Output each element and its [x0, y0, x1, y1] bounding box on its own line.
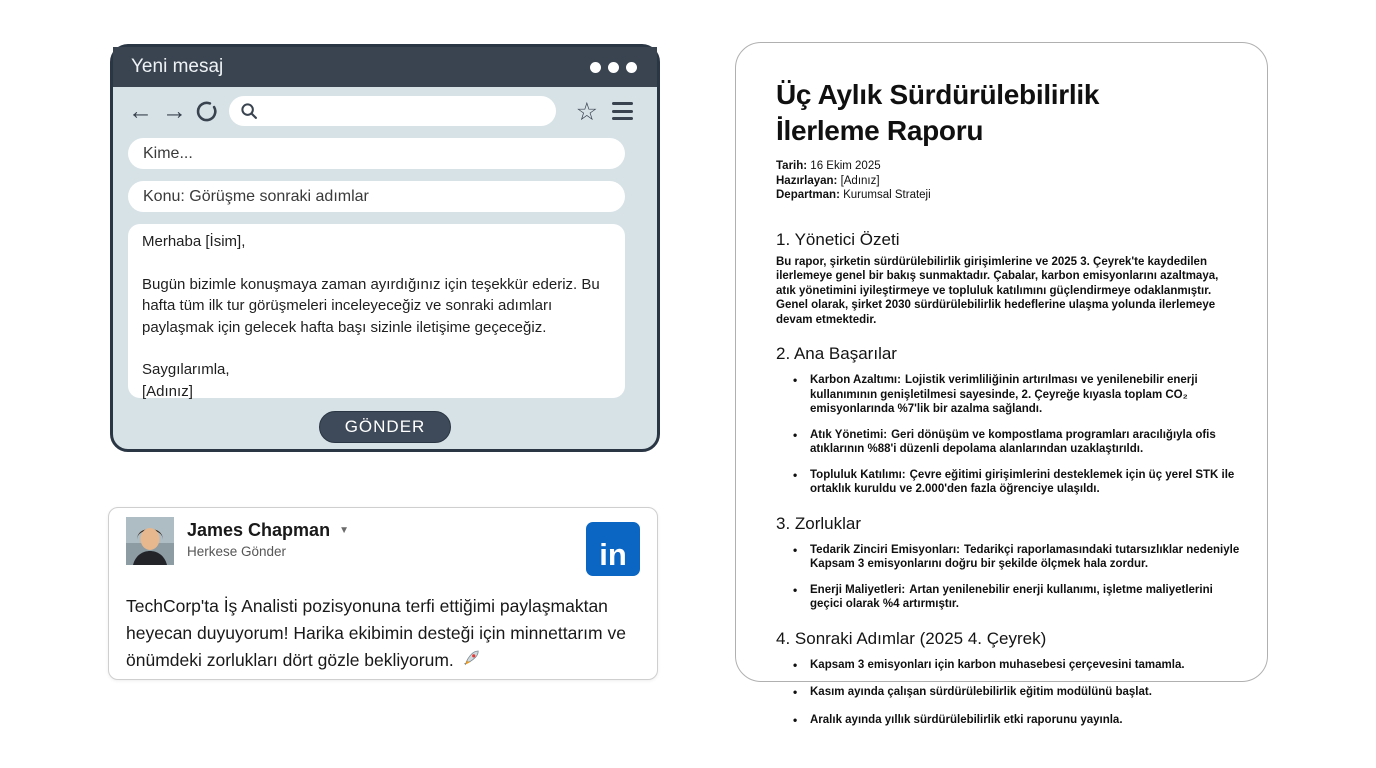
email-compose-window: [110, 44, 660, 452]
section-heading-executive-summary: 1. Yönetici Özeti: [776, 229, 900, 249]
meta-value: Kurumsal Strateji: [843, 189, 931, 201]
report-meta: [776, 159, 1229, 203]
bullet-text: Artan yenilenebilir enerji kullanımı, işletme maliyetlerini geçici olarak %4 artırmıştır.: [810, 583, 1213, 610]
window-controls[interactable]: [590, 62, 637, 73]
subject-field[interactable]: [128, 181, 625, 212]
list-item: [776, 713, 1242, 728]
email-paragraph: Bugün bizimle konuşmaya zaman ayırdığınız için teşekkür ederiz. Bu hafta tüm ilk tur görüşmeleri inceleyeceğiz ve sonraki adımları paylaşmak için gelecek hafta başı sizinle iletişime geçeceğiz.: [142, 275, 600, 336]
linkedin-logo[interactable]: in: [586, 522, 640, 576]
linkedin-post-card: [108, 507, 658, 680]
list-item: [776, 543, 1242, 572]
list-item: [776, 685, 1242, 700]
list-item: [776, 428, 1242, 457]
section-heading-next-steps: 4. Sonraki Adımlar (2025 4. Çeyrek): [776, 628, 1047, 648]
bullet-label: Karbon Azaltımı:: [810, 374, 901, 386]
bullet-text: Kasım ayında çalışan sürdürülebilirlik eğitim modülünü başlat.: [810, 686, 1152, 698]
menu-icon[interactable]: [612, 102, 633, 120]
post-body: [126, 593, 641, 674]
email-body-editor[interactable]: [128, 224, 625, 398]
post-text: TechCorp'ta İş Analisti pozisyonuna terfi ettiğimi paylaşmaktan heyecan duyuyorum! Harika ekibimin desteği için minnettarım ve önümdeki zorlukları dört gözle bekliyorum.: [126, 596, 626, 670]
bullet-label: Atık Yönetimi:: [810, 428, 888, 441]
bullet-label: Tedarik Zinciri Emisyonları:: [810, 543, 960, 556]
meta-author: [776, 174, 1229, 189]
meta-value: 16 Ekim 2025: [810, 160, 881, 172]
report-title: Üç Aylık Sürdürülebilirlik İlerleme Raporu: [776, 79, 1100, 146]
meta-date: [776, 159, 1229, 174]
to-field-placeholder: Kime...: [143, 144, 193, 162]
bullet-text: Kapsam 3 emisyonları için karbon muhasebesi çerçevesini tamamla.: [810, 658, 1185, 671]
email-closing: Saygılarımla,: [142, 361, 230, 378]
next-steps-list: [776, 658, 1229, 728]
caret-down-icon[interactable]: ▼: [339, 525, 349, 536]
back-arrow-icon[interactable]: ←: [128, 96, 153, 125]
window-title: Yeni mesaj: [131, 56, 224, 77]
reload-icon[interactable]: [196, 100, 219, 123]
window-dot-icon[interactable]: [608, 62, 619, 73]
meta-label: Tarih:: [776, 160, 808, 172]
star-icon[interactable]: ☆: [575, 96, 598, 126]
window-dot-icon[interactable]: [590, 62, 601, 73]
send-button[interactable]: GÖNDER: [319, 411, 452, 443]
email-signature: [Adınız]: [142, 382, 193, 400]
bullet-text: Çevre eğitimi girişimlerini desteklemek için üç yerel STK ile ortaklık kuruldu ve 2.000'den fazla öğrenciye ulaşıldı.: [810, 468, 1235, 495]
bullet-text: Aralık ayında yıllık sürdürülebilirlik etki raporunu yayınla.: [810, 713, 1123, 726]
search-icon: [238, 100, 260, 122]
to-field[interactable]: [128, 138, 625, 169]
achievements-list: [776, 373, 1235, 497]
window-title-bar: [113, 47, 657, 87]
post-audience: Herkese Gönder: [187, 544, 287, 559]
meta-department: [776, 188, 1229, 203]
meta-label: Hazırlayan:: [776, 174, 838, 187]
bullet-text: Geri dönüşüm ve kompostlama programları aracılığıyla ofis atıklarının %88'i düzenli depolama alanlarından uzaklaştırıldı.: [810, 428, 1216, 455]
post-header: [126, 517, 640, 576]
challenges-list: [776, 543, 1240, 612]
avatar[interactable]: [126, 517, 174, 565]
bullet-label: Enerji Maliyetleri:: [810, 583, 906, 596]
rocket-emoji-icon: [462, 649, 481, 668]
bullet-label: Topluluk Katılımı:: [810, 468, 906, 481]
section-heading-key-achievements: 2. Ana Başarılar: [776, 344, 897, 363]
bullet-text: Lojistik verimliliğinin artırılması ve yenilenebilir enerji kullanımının genişletilmesi sayesinde, 2. Çeyreğe kıyasla toplam CO₂ emisyonlarında %7'lik bir azalma sağlandı.: [810, 374, 1198, 415]
section-heading-challenges: 3. Zorluklar: [776, 513, 862, 533]
list-item: [776, 468, 1242, 497]
subject-field-value: Konu: Görüşme sonraki adımlar: [143, 187, 369, 205]
meta-label: Departman:: [776, 189, 840, 201]
list-item: [776, 658, 1242, 673]
forward-arrow-icon[interactable]: →: [162, 96, 187, 125]
browser-search-bar[interactable]: [229, 96, 556, 126]
report-document: [735, 42, 1268, 726]
post-author-name[interactable]: James Chapman: [187, 520, 331, 540]
list-item: [776, 373, 1242, 417]
meta-value: [Adınız]: [840, 174, 880, 187]
window-dot-icon[interactable]: [626, 62, 637, 73]
executive-summary-paragraph: Bu rapor, şirketin sürdürülebilirlik girişimlerine ve 2025 3. Çeyrek'te kaydedilen ilerlemeye genel bir bakış sunmaktadır. Çabalar, karbon emisyonlarını azaltmaya, atık yönetimini iyileştirmeye ve topluluk katılımını güçlendirmeye odaklanmıştır. Genel olarak, şirket 2030 sürdürülebilirlik hedeflerine ulaşma yolunda ilerlemeye devam etmektedir.: [776, 255, 1219, 326]
browser-toolbar: [113, 87, 657, 126]
list-item: [776, 583, 1242, 612]
bullet-text: Tedarikçi raporlamasındaki tutarsızlıklar nedeniyle Kapsam 3 emisyonlarını doğru bir şekilde ölçmek hala zordur.: [810, 543, 1240, 570]
email-greeting: Merhaba [İsim],: [142, 233, 246, 250]
